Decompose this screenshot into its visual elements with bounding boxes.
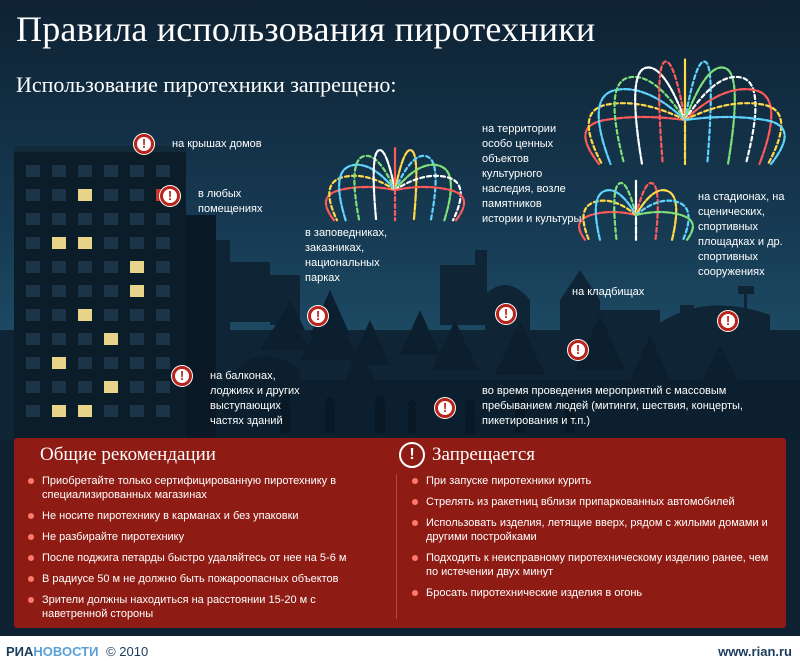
label-premises: в любых помещениях <box>198 188 263 215</box>
page-title: Правила использования пиротехники <box>16 9 596 49</box>
firework-burst <box>579 180 693 239</box>
list-item: При запуске пиротехники курить <box>410 474 770 488</box>
warning-icon: ! <box>568 340 588 360</box>
page-subtitle: Использование пиротехники запрещено: <box>16 72 397 97</box>
warning-icon: ! <box>435 398 455 418</box>
recommendations-list <box>26 474 376 628</box>
list-item: Подходить к неисправному пиротехническому изделию ранее, чем по истечении двух минут <box>410 551 770 579</box>
prohibited-warning-icon: ! <box>399 442 425 468</box>
brand-logo <box>6 644 148 659</box>
prohibited-heading: Запрещается <box>432 444 536 465</box>
firework-burst <box>326 148 464 220</box>
prohibited-list <box>410 474 770 607</box>
label-roofs: на крышах домов <box>172 138 262 150</box>
list-item: Использовать изделия, летящие вверх, рядом с жилыми домами и другими постройками <box>410 516 770 544</box>
list-item: Приобретайте только сертифицированную пиротехнику в специализированных магазинах <box>26 474 376 502</box>
warning-icon: ! <box>172 366 192 386</box>
list-item: Зрители должны находиться на расстоянии 15-20 м с наветренной стороны <box>26 593 376 621</box>
list-item: После поджига петарды быстро удаляйтесь от нее на 5-6 м <box>26 551 376 565</box>
panel-divider <box>396 474 397 619</box>
site-url: www.rian.ru <box>718 644 792 659</box>
label-stadiums: на стадионах, на сценических, спортивных площадках и др. спортивных сооружениях <box>698 191 785 278</box>
warning-icon: ! <box>718 311 738 331</box>
warning-icon: ! <box>160 186 180 206</box>
label-events: во время проведения мероприятий с массовым пребыванием людей (митинги, шествия, концерты, пикетирования и т.п.) <box>482 385 743 427</box>
recommendations-heading: Общие рекомендации <box>40 444 216 465</box>
list-item: Стрелять из ракетниц вблизи припаркованных автомобилей <box>410 495 770 509</box>
list-item: Не разбирайте пиротехнику <box>26 530 376 544</box>
warning-icon: ! <box>496 304 516 324</box>
warning-icon: ! <box>308 306 328 326</box>
label-cemeteries: на кладбищах <box>572 286 645 298</box>
label-heritage: на территории особо ценных объектов культурного наследия, возле памятников истории и культуры <box>482 123 582 225</box>
brand-part1: РИА <box>6 644 34 659</box>
list-item: В радиусе 50 м не должно быть пожароопасных объектов <box>26 572 376 586</box>
list-item: Не носите пиротехнику в карманах и без упаковки <box>26 509 376 523</box>
list-item: Бросать пиротехнические изделия в огонь <box>410 586 770 600</box>
label-balconies: на балконах, лоджиях и других выступающих частях зданий <box>210 370 300 427</box>
copyright: © 2010 <box>106 644 149 659</box>
warning-icon: ! <box>134 134 154 154</box>
label-reserves: в заповедниках, заказниках, национальных парках <box>305 227 388 284</box>
firework-burst <box>585 60 784 165</box>
brand-part2: НОВОСТИ <box>33 644 99 659</box>
